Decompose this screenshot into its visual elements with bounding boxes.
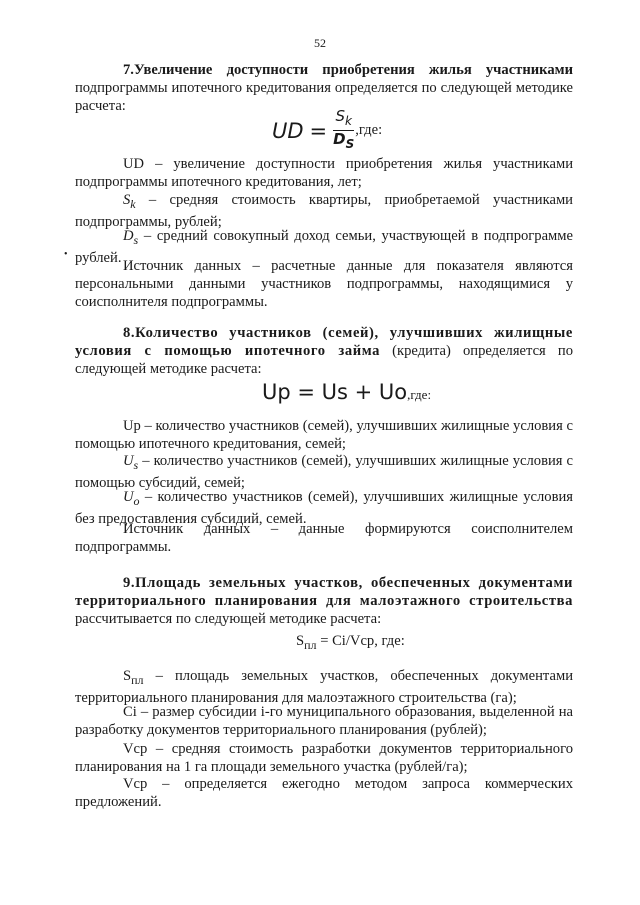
formula-denominator: $D_S$ (333, 130, 355, 151)
formula-lhs: UD (272, 118, 304, 143)
section8-paragraph (75, 324, 573, 378)
page-number: 52 (314, 36, 326, 50)
section8-source: Источник данных – данные формируются соисполнителем подпрограммы. (75, 521, 573, 555)
formula-numerator: $S_k$ (333, 108, 353, 131)
section8-def-us: $U_s$ – количество участников (семей), улучшивших жилищные условия с помощью субсидий, семей; (75, 453, 573, 491)
section7-def-sk: $S_k$ – средняя стоимость квартиры, приобретаемой участниками подпрограммы, рублей; (75, 192, 573, 230)
section7-formula (272, 108, 382, 153)
formula-equals: = (309, 118, 328, 143)
stray-mark: • (64, 249, 68, 260)
section8-heading: 8.Количество участников (семей), улучшивших жилищные условия с помощью ипотечного займа (75, 325, 573, 359)
section9-def-vcp-method: Vср – определяется ежегодно методом запроса коммерческих предложений. (75, 776, 573, 810)
section9-formula: $S_{пл} = Ci/Vср$, где: (296, 633, 405, 652)
section7-def-ud: UD – увеличение доступности приобретения жилья участниками подпрограммы ипотечного кредитования, лет; (75, 156, 573, 190)
section7-heading: 7.Увеличение доступности приобретения жилья участниками (123, 62, 573, 78)
section9-intro: рассчитывается по следующей методике расчета: (75, 611, 382, 627)
section7-source: Источник данных – расчетные данные для показателя являются персональными данными участников подпрограммы, находящимися у соисполнителя подпрограммы. (75, 258, 573, 310)
section7-paragraph (75, 61, 573, 115)
formula-tail: ,где: (355, 122, 383, 138)
section7-intro: подпрограммы ипотечного кредитования определяется по следующей методике расчета: (75, 80, 573, 114)
section8-formula (262, 380, 431, 404)
section9-heading: 9.Площадь земельных участков, обеспеченных документами территориального планирования для малоэтажного строительства (75, 575, 573, 609)
section8-def-up: Up – количество участников (семей), улучшивших жилищные условия с помощью ипотечного кредитования, семей; (75, 418, 573, 452)
section9-def-ci: Ci – размер субсидии i-го муниципального образования, выделенной на разработку документов территориального планирования (рублей); (75, 704, 573, 738)
formula-up-us-uo: Up = Us + Uo (262, 380, 408, 404)
section9-paragraph (75, 574, 573, 628)
section8-intro: (кредита) определяется по следующей методике расчета: (75, 343, 573, 377)
formula-tail: ,где: (407, 387, 432, 402)
section9-def-spl: $S_{пл}$ – площадь земельных участков, обеспеченных документами территориального планирования для малоэтажного строительства (га); (75, 668, 573, 706)
section8-def-uo: $U_o$ – количество участников (семей), улучшивших жилищные условия без предоставления субсидий, семей. (75, 489, 573, 527)
section7-def-ds: $D_s$ – средний совокупный доход семьи, участвующей в подпрограмме рублей. (75, 228, 573, 266)
section9-def-vcp: Vср – средняя стоимость разработки документов территориального планирования на 1 га площади земельного участка (рублей/га); (75, 741, 573, 775)
formula-fraction (333, 108, 354, 153)
